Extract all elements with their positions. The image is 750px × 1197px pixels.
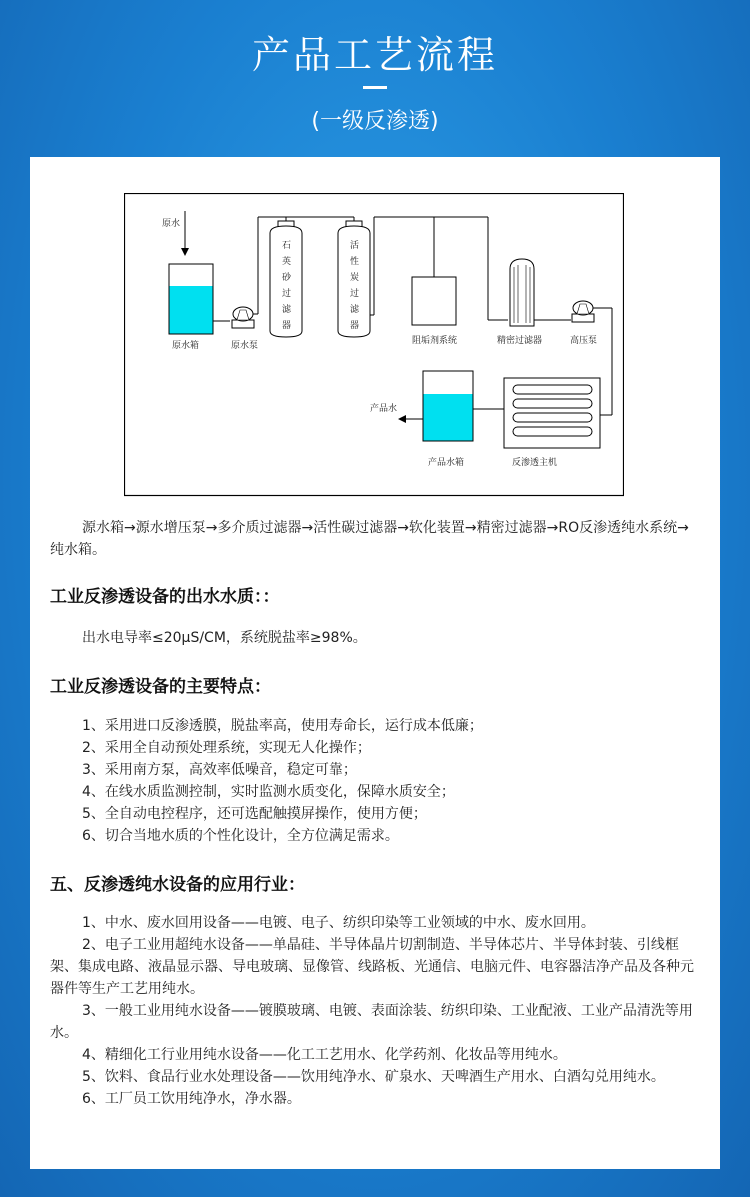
applications-heading: 五、反渗透纯水设备的应用行业： [50, 875, 305, 895]
quality-heading: 工业反渗透设备的出水水质：： [50, 587, 280, 607]
features-list [50, 715, 705, 847]
list-item: 4、精细化工行业用纯水设备——化工工艺用水、化学药剂、化妆品等用纯水。 [82, 1047, 567, 1063]
quartz-char-3: 砂 [282, 273, 292, 283]
quartz-char-1: 石 [282, 241, 292, 251]
process-flow-sentence: 源水箱→源水增压泵→多介质过滤器→活性碳过滤器→软化装置→精密过滤器→RO反渗透纯水系统→纯水箱。 [50, 520, 689, 558]
raw-pump-icon [232, 307, 254, 328]
list-item: 2、采用全自动预处理系统，实现无人化操作； [82, 740, 371, 756]
list-item: 1、采用进口反渗透膜，脱盐率高，使用寿命长，运行成本低廉； [82, 718, 483, 734]
carbon-char-6: 器 [350, 321, 360, 331]
label-source-water: 原水 [162, 219, 181, 229]
list-item: 6、切合当地水质的个性化设计，全方位满足需求。 [82, 828, 399, 844]
precision-filter [510, 259, 534, 326]
label-ro-unit: 反渗透主机 [512, 458, 558, 468]
content-panel [30, 157, 720, 1169]
ro-main-unit [504, 378, 600, 448]
list-item: 3、一般工业用纯水设备——镀膜玻璃、电镀、表面涂装、纺织印染、工业配液、工业产品清洗等用水。 [50, 1003, 693, 1041]
quartz-char-5: 滤 [282, 305, 292, 315]
raw-water-level [170, 286, 213, 334]
quality-text: 出水电导率≤20μS/CM，系统脱盐率≥98%。 [82, 630, 367, 646]
label-precision-filter: 精密过滤器 [497, 336, 543, 346]
carbon-char-5: 滤 [350, 305, 360, 315]
process-diagram [124, 193, 624, 497]
list-item: 5、全自动电控程序，还可选配触摸屏操作，使用方便； [82, 806, 427, 822]
process-diagram-svg [124, 193, 624, 497]
quartz-char-2: 英 [282, 257, 292, 267]
list-item: 5、饮料、食品行业水处理设备——饮用纯净水、矿泉水、天啤酒生产用水、白酒勾兑用纯水。 [82, 1069, 665, 1085]
high-pressure-pump-icon [572, 301, 594, 322]
label-raw-pump: 原水泵 [231, 341, 259, 351]
carbon-char-4: 过 [350, 289, 360, 299]
label-product-water: 产品水 [370, 404, 398, 414]
list-item: 4、在线水质监测控制，实时监测水质变化，保障水质安全； [82, 784, 455, 800]
list-item: 2、电子工业用超纯水设备——单晶硅、半导体晶片切割制造、半导体芯片、半导体封装、引线框架、集成电路、液晶显示器、导电玻璃、显像管、线路板、光通信、电脑元件、电容器洁净产品及各种元器件等生产工艺用纯水。 [50, 937, 694, 997]
carbon-char-2: 性 [350, 257, 360, 267]
list-item: 1、中水、废水回用设备——电镀、电子、纺织印染等工业领域的中水、废水回用。 [82, 915, 595, 931]
product-water-level [424, 394, 473, 441]
page-subtitle: (一级反渗透) [311, 109, 439, 134]
carbon-char-3: 炭 [350, 273, 360, 283]
antiscalant-system [412, 277, 456, 325]
carbon-char-1: 活 [350, 241, 360, 251]
title-divider [363, 86, 387, 89]
label-product-tank: 产品水箱 [428, 458, 465, 468]
label-scale-system: 阻垢剂系统 [412, 336, 458, 346]
page-title: 产品工艺流程 [251, 33, 498, 77]
quartz-char-4: 过 [282, 289, 292, 299]
list-item: 6、工厂员工饮用纯净水，净水器。 [82, 1091, 301, 1107]
quartz-char-6: 器 [282, 321, 292, 331]
applications-list [50, 912, 705, 1110]
label-hp-pump: 高压泵 [570, 336, 598, 346]
quality-text-block [50, 627, 705, 649]
list-item: 3、采用南方泵，高效率低噪音，稳定可靠； [82, 762, 357, 778]
process-flow-text [50, 517, 700, 561]
label-raw-tank: 原水箱 [172, 341, 200, 351]
features-heading: 工业反渗透设备的主要特点： [50, 677, 271, 697]
